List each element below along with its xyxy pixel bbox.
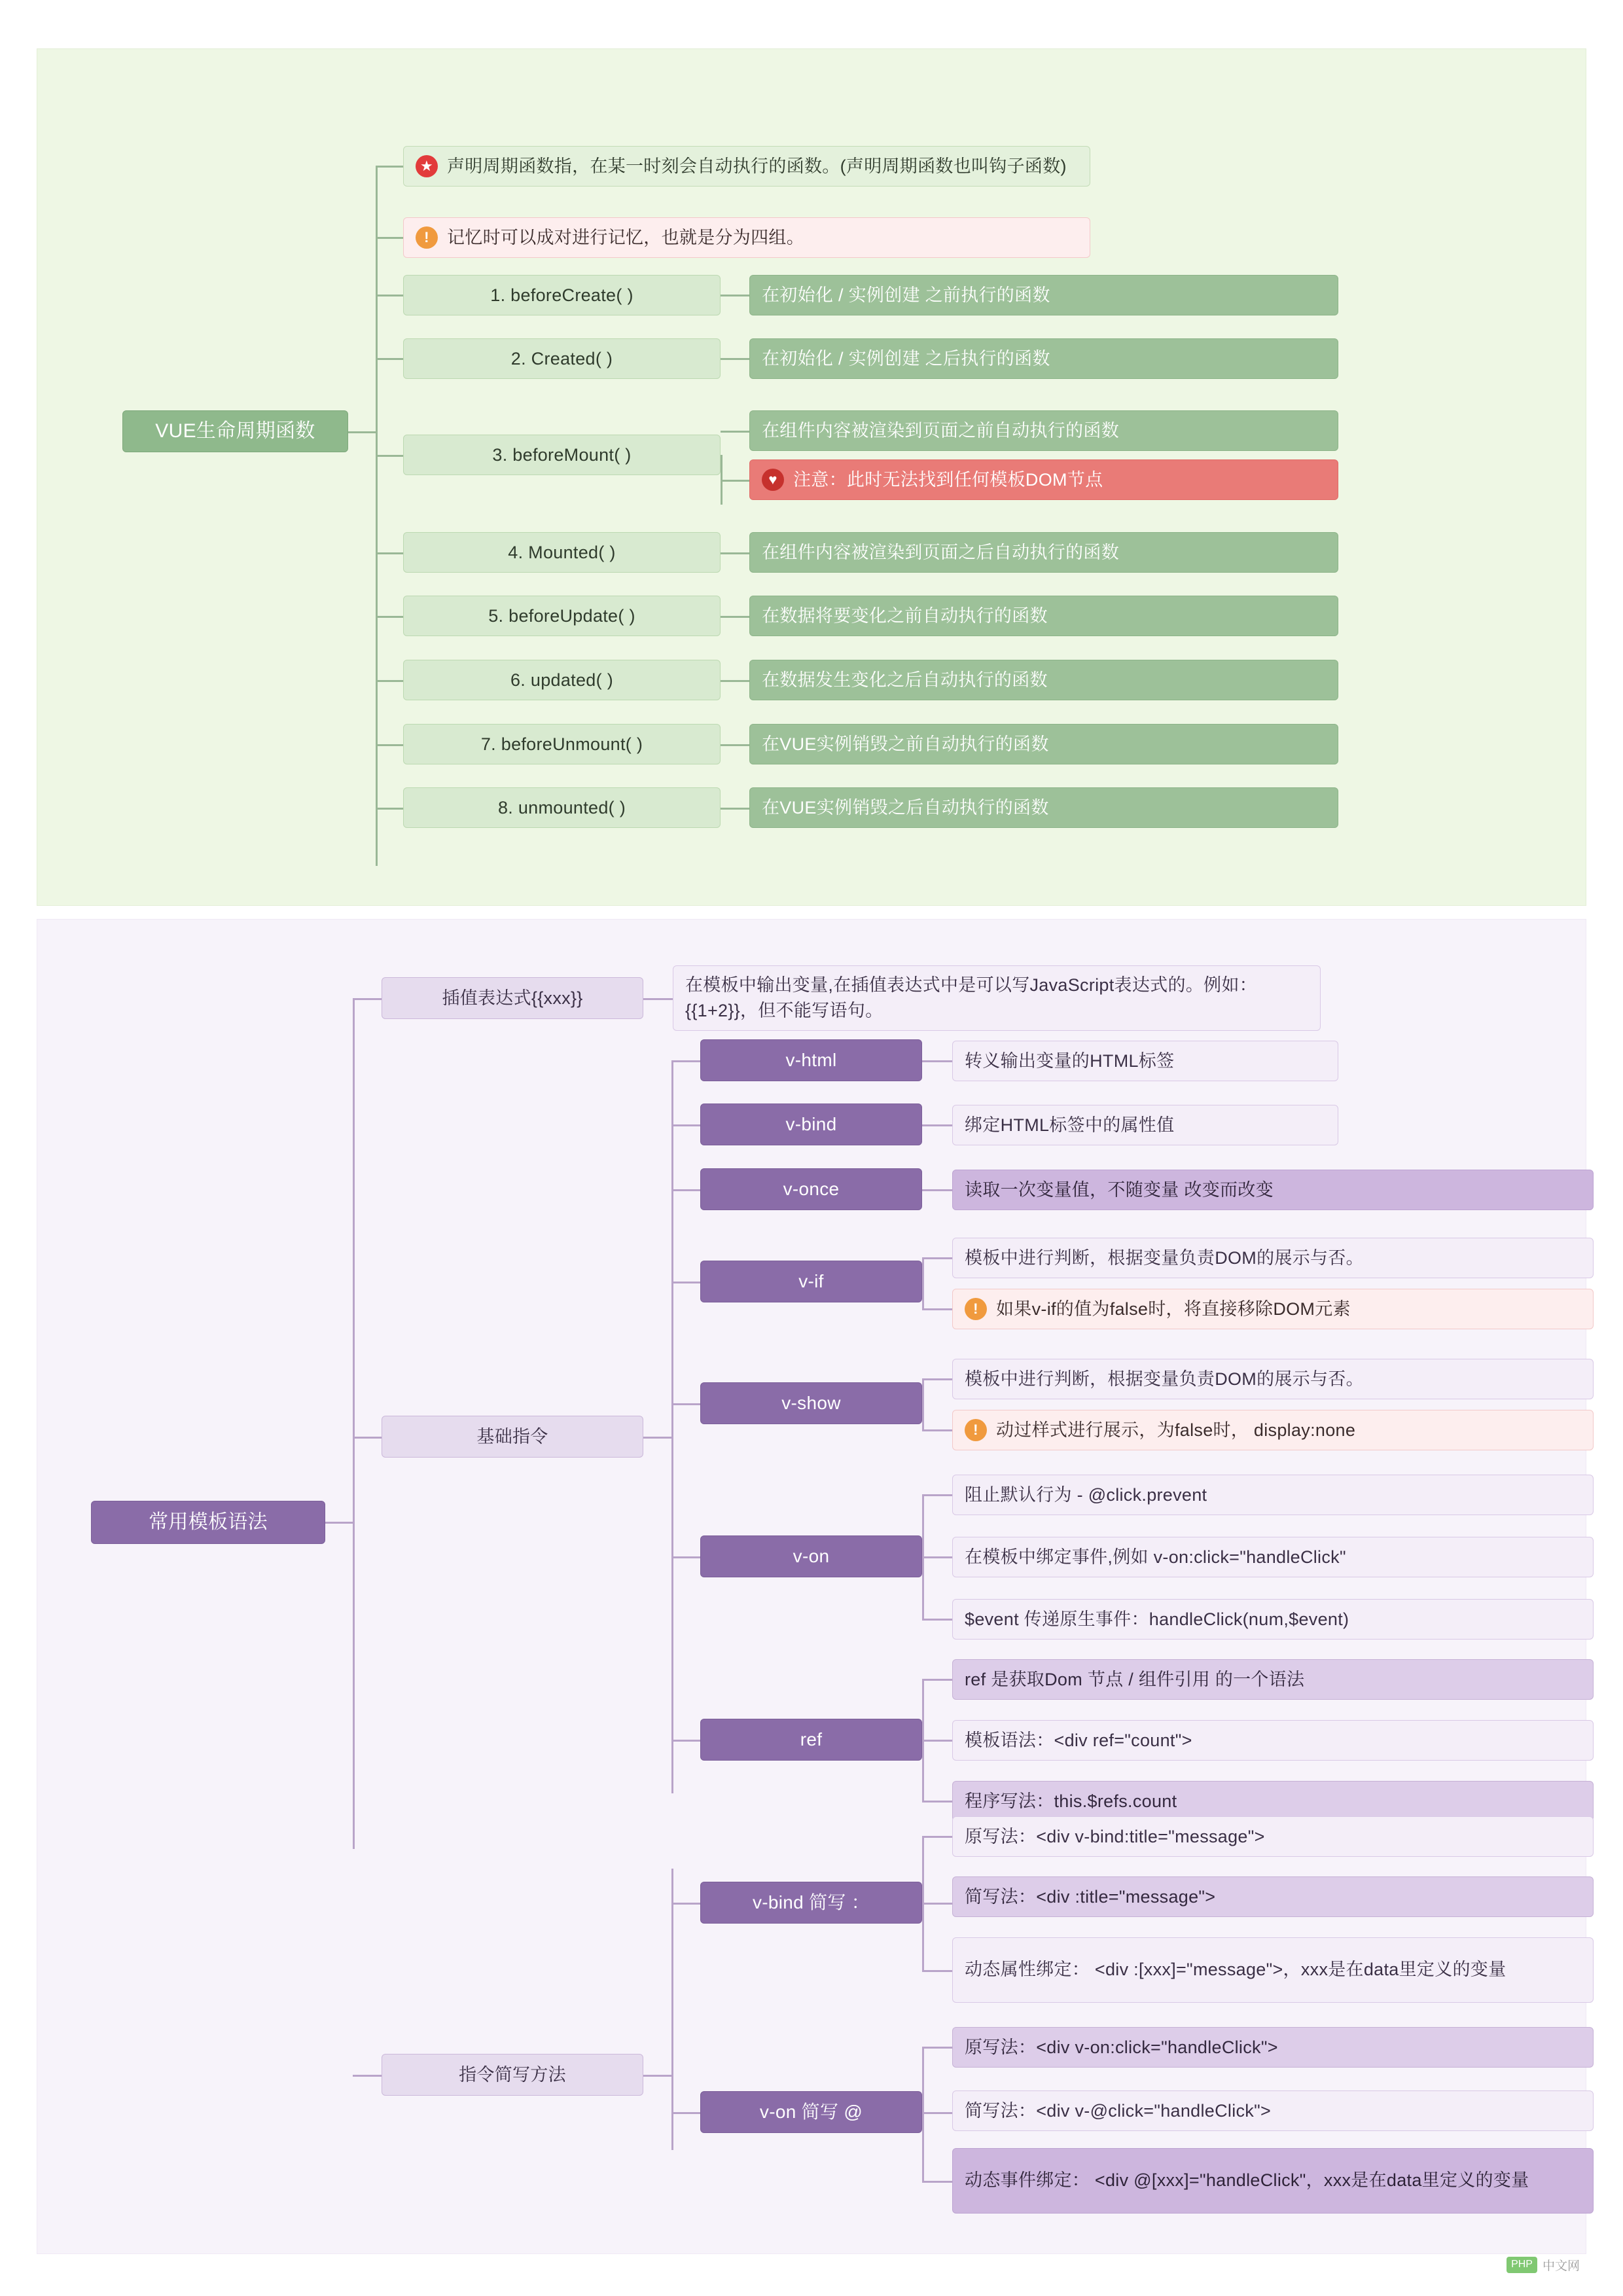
connector bbox=[325, 1522, 353, 1524]
directive-v-on-label: v-on bbox=[793, 1546, 830, 1567]
desc-v-if-1[interactable] bbox=[952, 1289, 1594, 1329]
exclamation-icon: ! bbox=[965, 1298, 987, 1320]
hook-desc-4[interactable] bbox=[749, 596, 1338, 636]
watermark-badge: PHP bbox=[1507, 2257, 1537, 2273]
connector bbox=[922, 1801, 952, 1803]
heart-icon: ♥ bbox=[762, 469, 784, 491]
desc-v-bind-0[interactable] bbox=[952, 1105, 1338, 1145]
connector bbox=[922, 1257, 952, 1259]
branch-shorthand[interactable] bbox=[382, 2054, 643, 2096]
desc-v-show-1-text: 动过样式进行展示，为false时， display:none bbox=[996, 1420, 1356, 1440]
connector-spine bbox=[671, 1060, 673, 1793]
connector bbox=[376, 680, 403, 682]
hook-desc-1-text: 在初始化 / 实例创建 之后执行的函数 bbox=[762, 348, 1050, 368]
connector bbox=[671, 2112, 700, 2114]
desc-v-show-0-text: 模板中进行判断，根据变量负责DOM的展示与否。 bbox=[965, 1369, 1364, 1389]
hook-label-4[interactable] bbox=[403, 596, 721, 636]
connector bbox=[671, 1403, 700, 1405]
hook-label-2[interactable] bbox=[403, 435, 721, 475]
desc-v-bind-0-text: 绑定HTML标签中的属性值 bbox=[965, 1115, 1175, 1135]
hook-desc-5-text: 在数据发生变化之后自动执行的函数 bbox=[762, 670, 1048, 690]
interpolation-desc-text: 在模板中输出变量,在插值表达式中是可以写JavaScript表达式的。例如：{{1+2}}，但不能写语句。 bbox=[685, 975, 1257, 1020]
connector bbox=[353, 998, 382, 1000]
connector-spine bbox=[376, 166, 378, 866]
connector bbox=[671, 1903, 700, 1905]
connector bbox=[376, 358, 403, 360]
connector bbox=[671, 1124, 700, 1126]
desc-sh-v-on-2-text: 动态事件绑定： <div @[xxx]="handleClick"，xxx是在data里定义的变量 bbox=[965, 2170, 1529, 2191]
desc-sh-v-bind-2-text: 动态属性绑定： <div :[xxx]="message">，xxx是在data里定义的变量 bbox=[965, 1960, 1507, 1980]
connector bbox=[922, 1257, 924, 1308]
connector bbox=[922, 1060, 952, 1062]
desc-sh-v-bind-0[interactable] bbox=[952, 1816, 1594, 1857]
hook-desc-6[interactable] bbox=[749, 724, 1338, 764]
connector bbox=[922, 1429, 952, 1431]
hook-desc-3-text: 在组件内容被渲染到页面之后自动执行的函数 bbox=[762, 542, 1119, 562]
connector bbox=[671, 1740, 700, 1742]
desc-sh-v-on-1[interactable] bbox=[952, 2090, 1594, 2131]
hook-label-0[interactable] bbox=[403, 275, 721, 315]
watermark bbox=[1507, 2256, 1580, 2274]
directive-v-html[interactable] bbox=[700, 1039, 922, 1081]
branch-shorthand-label: 指令简写方法 bbox=[459, 2064, 566, 2085]
desc-v-on-2[interactable] bbox=[952, 1599, 1594, 1640]
desc-ref-2-text: 程序写法：this.$refs.count bbox=[965, 1791, 1177, 1811]
desc-v-if-0-text: 模板中进行判断，根据变量负责DOM的展示与否。 bbox=[965, 1247, 1364, 1268]
desc-v-on-1-text: 在模板中绑定事件,例如 v-on:click="handleClick" bbox=[965, 1547, 1346, 1567]
connector bbox=[376, 616, 403, 618]
watermark-text: 中文网 bbox=[1542, 2259, 1580, 2273]
hook-alert-2-text: 注意：此时无法找到任何模板DOM节点 bbox=[793, 469, 1103, 490]
connector bbox=[353, 2075, 382, 2077]
desc-v-show-0[interactable] bbox=[952, 1359, 1594, 1399]
desc-ref-0-text: ref 是获取Dom 节点 / 组件引用 的一个语法 bbox=[965, 1669, 1305, 1689]
hook-label-1-text: 2. Created( ) bbox=[510, 348, 613, 368]
desc-v-once-0[interactable] bbox=[952, 1170, 1594, 1210]
connector bbox=[922, 1679, 952, 1681]
connector bbox=[721, 480, 749, 482]
connector bbox=[922, 1619, 952, 1621]
desc-ref-0[interactable] bbox=[952, 1659, 1594, 1700]
directive-v-bind[interactable] bbox=[700, 1103, 922, 1145]
connector bbox=[671, 1282, 700, 1283]
directive-v-once[interactable] bbox=[700, 1168, 922, 1210]
desc-v-on-1[interactable] bbox=[952, 1537, 1594, 1577]
directive-ref-label: ref bbox=[800, 1729, 823, 1750]
connector bbox=[376, 552, 403, 554]
connector bbox=[348, 431, 376, 433]
hook-desc-2[interactable] bbox=[749, 410, 1338, 451]
connector bbox=[721, 295, 749, 296]
hook-label-5[interactable] bbox=[403, 660, 721, 700]
desc-v-html-0[interactable] bbox=[952, 1041, 1338, 1081]
connector bbox=[721, 431, 749, 433]
hook-label-6[interactable] bbox=[403, 724, 721, 764]
desc-ref-2[interactable] bbox=[952, 1781, 1594, 1821]
desc-sh-v-bind-1[interactable] bbox=[952, 1876, 1594, 1917]
hook-label-3[interactable] bbox=[403, 532, 721, 573]
connector bbox=[922, 1836, 952, 1838]
connector bbox=[922, 1556, 952, 1558]
connector bbox=[643, 998, 673, 1000]
connector bbox=[721, 808, 749, 810]
lifecycle-note-0-text: 声明周期函数指，在某一时刻会自动执行的函数。(声明周期函数也叫钩子函数) bbox=[447, 156, 1067, 176]
connector bbox=[721, 616, 749, 618]
connector bbox=[721, 358, 749, 360]
connector bbox=[922, 1903, 952, 1905]
connector bbox=[922, 1308, 952, 1310]
connector bbox=[922, 1189, 952, 1191]
branch-basic-directives[interactable] bbox=[382, 1416, 643, 1458]
directive-v-html-label: v-html bbox=[785, 1050, 837, 1071]
hook-desc-3[interactable] bbox=[749, 532, 1338, 573]
hook-desc-1[interactable] bbox=[749, 338, 1338, 379]
hook-desc-2-text: 在组件内容被渲染到页面之前自动执行的函数 bbox=[762, 420, 1119, 440]
connector bbox=[721, 455, 722, 505]
desc-sh-v-bind-1-text: 简写法：<div :title="message"> bbox=[965, 1886, 1216, 1907]
desc-v-html-0-text: 转义输出变量的HTML标签 bbox=[965, 1050, 1175, 1071]
connector bbox=[922, 2181, 952, 2183]
connector bbox=[922, 2112, 952, 2114]
connector bbox=[721, 680, 749, 682]
connector-spine bbox=[353, 998, 355, 1849]
lifecycle-root-node[interactable] bbox=[122, 410, 348, 452]
exclamation-icon: ! bbox=[965, 1419, 987, 1441]
directive-ref[interactable] bbox=[700, 1719, 922, 1761]
connector bbox=[376, 744, 403, 746]
desc-v-if-1-text: 如果v-if的值为false时，将直接移除DOM元素 bbox=[996, 1299, 1351, 1319]
shorthand-v-on[interactable] bbox=[700, 2091, 922, 2133]
hook-desc-6-text: 在VUE实例销毁之前自动执行的函数 bbox=[762, 734, 1049, 754]
lifecycle-note-0[interactable] bbox=[403, 146, 1090, 187]
hook-label-3-text: 4. Mounted( ) bbox=[508, 542, 616, 562]
directive-v-once-label: v-once bbox=[783, 1179, 840, 1200]
connector bbox=[922, 1970, 952, 1972]
lifecycle-panel bbox=[37, 48, 1586, 906]
connector bbox=[922, 1378, 924, 1429]
connector bbox=[671, 1556, 700, 1558]
hook-desc-0-text: 在初始化 / 实例创建 之前执行的函数 bbox=[762, 285, 1050, 305]
hook-desc-7-text: 在VUE实例销毁之后自动执行的函数 bbox=[762, 797, 1049, 817]
interpolation-desc[interactable] bbox=[673, 965, 1321, 1031]
hook-desc-4-text: 在数据将要变化之前自动执行的函数 bbox=[762, 605, 1048, 626]
connector bbox=[376, 455, 403, 457]
directive-v-show[interactable] bbox=[700, 1382, 922, 1424]
desc-v-if-0[interactable] bbox=[952, 1238, 1594, 1278]
shorthand-v-on-label: v-on 简写 @ bbox=[759, 2102, 863, 2123]
connector bbox=[922, 2047, 952, 2049]
connector bbox=[922, 1740, 952, 1742]
connector bbox=[376, 166, 403, 168]
desc-sh-v-bind-2[interactable] bbox=[952, 1937, 1594, 2003]
directive-v-show-label: v-show bbox=[781, 1393, 841, 1414]
directive-v-on[interactable] bbox=[700, 1535, 922, 1577]
hook-desc-5[interactable] bbox=[749, 660, 1338, 700]
connector bbox=[922, 1378, 952, 1380]
branch-basic-directives-label: 基础指令 bbox=[476, 1426, 548, 1446]
desc-v-show-1[interactable] bbox=[952, 1410, 1594, 1450]
hook-label-1[interactable] bbox=[403, 338, 721, 379]
shorthand-v-bind[interactable] bbox=[700, 1882, 922, 1924]
template-syntax-panel bbox=[37, 919, 1586, 2254]
hook-label-2-text: 3. beforeMount( ) bbox=[492, 444, 632, 465]
hook-label-4-text: 5. beforeUpdate( ) bbox=[488, 605, 635, 626]
hook-label-7-text: 8. unmounted( ) bbox=[497, 797, 626, 817]
directive-v-bind-label: v-bind bbox=[785, 1114, 837, 1135]
exclamation-icon: ! bbox=[416, 226, 438, 249]
directive-v-if[interactable] bbox=[700, 1261, 922, 1302]
interpolation-label: 插值表达式{{xxx}} bbox=[442, 988, 583, 1008]
hook-label-7[interactable] bbox=[403, 787, 721, 828]
connector bbox=[721, 744, 749, 746]
desc-v-on-0-text: 阻止默认行为 - @click.prevent bbox=[965, 1484, 1207, 1505]
directive-v-if-label: v-if bbox=[798, 1271, 824, 1292]
desc-v-on-2-text: $event 传递原生事件：handleClick(num,$event) bbox=[965, 1609, 1349, 1629]
interpolation-node[interactable] bbox=[382, 977, 643, 1019]
connector bbox=[376, 295, 403, 296]
hook-desc-0[interactable] bbox=[749, 275, 1338, 315]
connector bbox=[643, 1437, 671, 1439]
desc-v-once-0-text: 读取一次变量值，不随变量 改变而改变 bbox=[965, 1179, 1274, 1200]
hook-alert-2[interactable] bbox=[749, 459, 1338, 500]
connector-spine bbox=[671, 1869, 673, 2150]
desc-sh-v-on-0[interactable] bbox=[952, 2027, 1594, 2068]
lifecycle-note-1-text: 记忆时可以成对进行记忆，也就是分为四组。 bbox=[447, 227, 804, 247]
connector bbox=[922, 1494, 952, 1496]
hook-label-5-text: 6. updated( ) bbox=[510, 670, 613, 690]
connector bbox=[643, 2075, 671, 2077]
connector bbox=[671, 1060, 700, 1062]
connector bbox=[671, 1189, 700, 1191]
desc-ref-1[interactable] bbox=[952, 1720, 1594, 1761]
shorthand-v-bind-label: v-bind 简写 ： bbox=[752, 1892, 870, 1913]
desc-sh-v-bind-0-text: 原写法：<div v-bind:title="message"> bbox=[965, 1826, 1265, 1846]
template-root-node[interactable] bbox=[91, 1501, 325, 1544]
hook-label-6-text: 7. beforeUnmount( ) bbox=[480, 734, 643, 754]
desc-sh-v-on-0-text: 原写法：<div v-on:click="handleClick"> bbox=[965, 2037, 1278, 2057]
connector bbox=[376, 237, 403, 239]
desc-v-on-0[interactable] bbox=[952, 1475, 1594, 1515]
hook-label-0-text: 1. beforeCreate( ) bbox=[490, 285, 633, 305]
connector bbox=[721, 552, 749, 554]
lifecycle-note-1[interactable] bbox=[403, 217, 1090, 258]
star-icon: ★ bbox=[416, 155, 438, 177]
connector bbox=[353, 1437, 382, 1439]
desc-ref-1-text: 模板语法：<div ref="count"> bbox=[965, 1730, 1192, 1750]
hook-desc-7[interactable] bbox=[749, 787, 1338, 828]
desc-sh-v-on-2[interactable] bbox=[952, 2148, 1594, 2214]
connector bbox=[376, 808, 403, 810]
connector bbox=[922, 1124, 952, 1126]
template-root-label: 常用模板语法 bbox=[149, 1511, 268, 1533]
desc-sh-v-on-1-text: 简写法：<div v-@click="handleClick"> bbox=[965, 2100, 1272, 2121]
lifecycle-root-label: VUE生命周期函数 bbox=[155, 420, 315, 442]
